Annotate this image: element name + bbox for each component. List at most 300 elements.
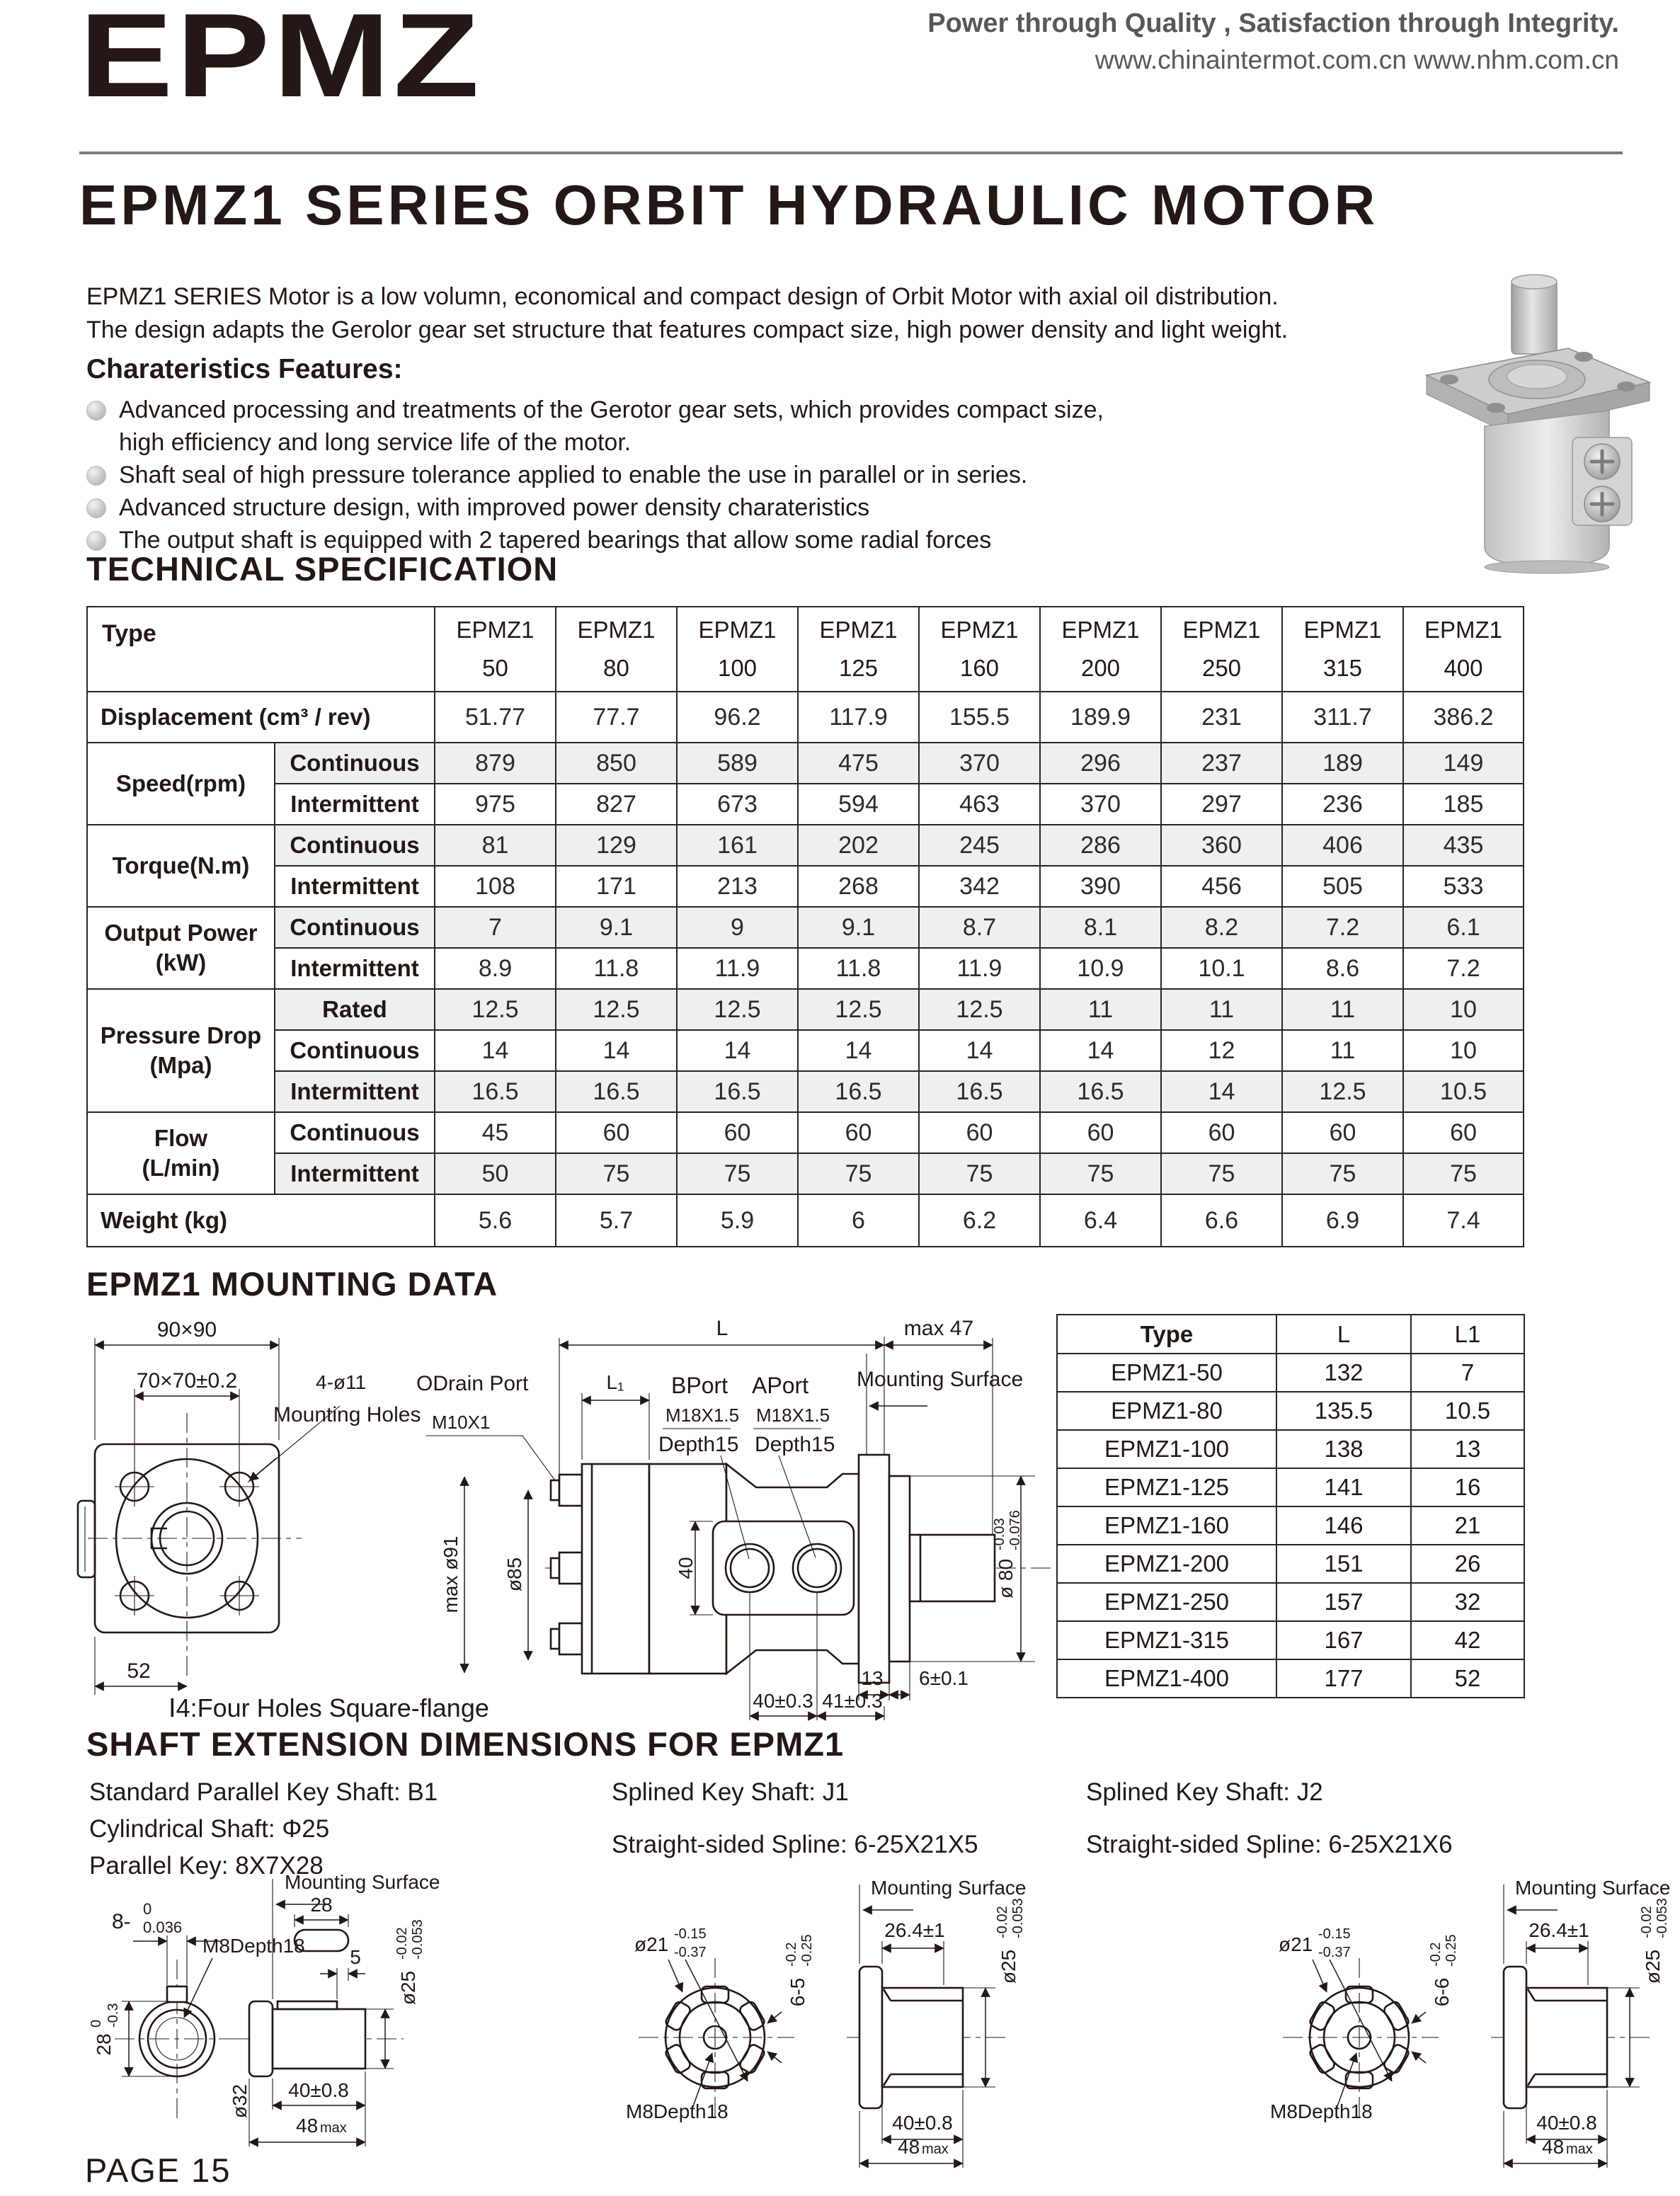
spec-value-cell: 75 <box>1403 1153 1524 1194</box>
dim-40-03: 40±0.3 <box>753 1690 813 1712</box>
spec-value-cell: 9.1 <box>798 907 919 948</box>
mounting-value-cell: 141 <box>1276 1468 1411 1506</box>
dim-L1: L₁ <box>606 1371 624 1393</box>
spec-value-cell: 60 <box>677 1112 798 1153</box>
drain-port-thread: M10X1 <box>432 1412 491 1433</box>
mounting-type-cell: EPMZ1-50 <box>1057 1354 1276 1392</box>
features-heading: Charateristics Features: <box>86 354 403 384</box>
spec-value-cell: 11 <box>1161 989 1282 1030</box>
spec-value-cell: 879 <box>435 743 556 784</box>
spec-sub-label: Intermittent <box>275 866 435 907</box>
spec-value-cell: 10.9 <box>1040 948 1161 989</box>
j1-m8: M8Depth18 <box>626 2100 728 2122</box>
spec-value-cell: 12.5 <box>677 989 798 1030</box>
mounting-value-cell: 52 <box>1411 1659 1524 1698</box>
spec-value-cell: 456 <box>1161 866 1282 907</box>
spec-value-cell: 386.2 <box>1403 692 1524 743</box>
spec-value-cell: 7.2 <box>1282 907 1403 948</box>
spec-value-cell: 51.77 <box>435 692 556 743</box>
spec-value-cell: 75 <box>1282 1153 1403 1194</box>
spec-value-cell: 5.6 <box>435 1194 556 1247</box>
spec-value-cell: 6.4 <box>1040 1194 1161 1247</box>
dia80-tol-bot: -0.076 <box>1007 1510 1023 1550</box>
j1-dia21-tol-bot: -0.37 <box>674 1945 707 1960</box>
mounting-header-L: L <box>1276 1315 1411 1354</box>
spec-value-cell: 6.9 <box>1282 1194 1403 1247</box>
b1-dim-40: 40±0.8 <box>288 2079 349 2101</box>
flange-caption: Ⅰ4:Four Holes Square-flange <box>168 1693 489 1722</box>
mounting-table-row <box>1057 1430 1524 1468</box>
dia80-tol-top: -0.03 <box>992 1518 1007 1550</box>
j2-dia21-tol-bot: -0.37 <box>1318 1945 1351 1960</box>
mounting-value-cell: 157 <box>1276 1583 1411 1621</box>
spec-sub-label: Intermittent <box>275 1153 435 1194</box>
spec-table-row <box>87 784 1524 825</box>
dim-dia80: ø 80 <box>995 1558 1017 1599</box>
spec-value-cell: 16.5 <box>677 1071 798 1112</box>
spec-type-header: Type <box>87 607 435 692</box>
mounting-value-cell: 146 <box>1276 1506 1411 1545</box>
bport-depth: Depth15 <box>658 1433 739 1456</box>
brand-logo: EPMZ <box>79 0 483 122</box>
mounting-table <box>1056 1314 1525 1698</box>
product-photo <box>1405 269 1674 581</box>
spec-table-row <box>87 907 1524 948</box>
mounting-value-cell: 21 <box>1411 1506 1524 1545</box>
b1-dim-48-suffix: max <box>320 2120 347 2136</box>
j1-dim-264: 26.4±1 <box>884 1919 945 1941</box>
mounting-header-L1: L1 <box>1411 1315 1524 1354</box>
spec-value-cell: 827 <box>556 784 677 825</box>
spec-value-cell: 6 <box>798 1194 919 1247</box>
mounting-table-row <box>1057 1392 1524 1430</box>
mounting-table-row <box>1057 1659 1524 1698</box>
spec-value-cell: 673 <box>677 784 798 825</box>
j1-spline-tol-bot: -0.25 <box>799 1934 815 1967</box>
motor-side-drawing <box>545 1310 1055 1723</box>
dim-L: L <box>716 1317 728 1340</box>
b1-dia32: ø32 <box>229 2083 251 2119</box>
mounting-table-row <box>1057 1621 1524 1659</box>
spec-value-cell: 185 <box>1403 784 1524 825</box>
spec-value-cell: 117.9 <box>798 692 919 743</box>
spec-sub-label: Intermittent <box>275 1071 435 1112</box>
mounting-type-cell: EPMZ1-100 <box>1057 1430 1276 1468</box>
spec-value-cell: 237 <box>1161 743 1282 784</box>
mounting-type-cell: EPMZ1-80 <box>1057 1392 1276 1430</box>
mounting-value-cell: 7 <box>1411 1354 1524 1392</box>
dim-40: 40 <box>675 1557 697 1579</box>
spec-value-cell: 189 <box>1282 743 1403 784</box>
shaft-spec-line: Standard Parallel Key Shaft: B1 <box>89 1778 438 1806</box>
j2-group <box>1270 1877 1670 2168</box>
spec-sub-label: Continuous <box>275 825 435 866</box>
b1-dim-48: 48 <box>296 2115 319 2137</box>
page-number: PAGE 15 <box>85 2151 232 2189</box>
spec-value-cell: 14 <box>435 1030 556 1071</box>
spec-value-cell: 9.1 <box>556 907 677 948</box>
mounting-type-cell: EPMZ1-400 <box>1057 1659 1276 1698</box>
spec-value-cell: 60 <box>1040 1112 1161 1153</box>
spec-value-cell: 11 <box>1282 989 1403 1030</box>
spec-value-cell: 8.1 <box>1040 907 1161 948</box>
spec-value-cell: 77.7 <box>556 692 677 743</box>
j2-dia25: ø25 <box>1642 1949 1664 1984</box>
company-tagline: Power through Quality , Satisfaction through Integrity. <box>927 8 1619 38</box>
j2-dia21: ø21 <box>1279 1933 1313 1955</box>
b1-m8-label: M8Depth18 <box>202 1935 305 1957</box>
j2-dim-40: 40±0.8 <box>1536 2112 1597 2134</box>
mounting-type-cell: EPMZ1-160 <box>1057 1506 1276 1545</box>
spec-table-row <box>87 1071 1524 1112</box>
dim-max-dia91: max ø91 <box>440 1536 462 1613</box>
spec-value-cell: 161 <box>677 825 798 866</box>
shaft-spec-line: Straight-sided Spline: 6-25X21X5 <box>612 1831 978 1858</box>
spec-value-cell: 342 <box>919 866 1040 907</box>
spec-value-cell: 5.9 <box>677 1194 798 1247</box>
spec-value-cell: 60 <box>798 1112 919 1153</box>
spec-row-label: Speed(rpm) <box>87 743 275 825</box>
page-title: EPMZ1 SERIES ORBIT HYDRAULIC MOTOR <box>79 173 1379 236</box>
j1-dia25: ø25 <box>998 1949 1019 1984</box>
spec-value-cell: 7 <box>435 907 556 948</box>
j2-dia25-tol-top: -0.02 <box>1639 1906 1655 1938</box>
spec-value-cell: 12.5 <box>798 989 919 1030</box>
spec-value-cell: 10.1 <box>1161 948 1282 989</box>
mounting-value-cell: 42 <box>1411 1621 1524 1659</box>
spec-value-cell: 108 <box>435 866 556 907</box>
spec-value-cell: 14 <box>798 1030 919 1071</box>
mounting-value-cell: 135.5 <box>1276 1392 1411 1430</box>
b1-dim-28h: 28 <box>93 2033 115 2056</box>
spec-value-cell: 311.7 <box>1282 692 1403 743</box>
spec-row-label: Output Power (kW) <box>87 907 275 989</box>
flange-holes-label: Mounting Holes <box>273 1403 421 1426</box>
mounting-value-cell: 138 <box>1276 1430 1411 1468</box>
mounting-type-cell: EPMZ1-315 <box>1057 1621 1276 1659</box>
shaft-spec-line: Cylindrical Shaft: Φ25 <box>89 1815 330 1843</box>
shaft-section-heading: SHAFT EXTENSION DIMENSIONS FOR EPMZ1 <box>86 1725 845 1763</box>
spec-value-cell: 75 <box>1040 1153 1161 1194</box>
spec-value-cell: 14 <box>556 1030 677 1071</box>
feature-text: Advanced processing and treatments of the Gerotor gear sets, which provides compact size, high efficiency and long service life of the motor. <box>119 396 1104 456</box>
bport-label: BPort <box>671 1373 728 1398</box>
dim-max47: max 47 <box>903 1317 974 1340</box>
spec-value-cell: 11.8 <box>556 948 677 989</box>
spec-table-row <box>87 825 1524 866</box>
spec-value-cell: 12.5 <box>1282 1071 1403 1112</box>
mounting-table-row <box>1057 1506 1524 1545</box>
spec-value-cell: 286 <box>1040 825 1161 866</box>
spec-value-cell: 268 <box>798 866 919 907</box>
spec-value-cell: 10 <box>1403 1030 1524 1071</box>
spec-value-cell: 12 <box>1161 1030 1282 1071</box>
spec-table-row <box>87 1153 1524 1194</box>
spec-col-header: EPMZ1 125 <box>798 607 919 692</box>
spec-value-cell: 16.5 <box>919 1071 1040 1112</box>
j2-dim-48: 48 <box>1542 2136 1565 2158</box>
spec-value-cell: 149 <box>1403 743 1524 784</box>
spec-col-header: EPMZ1 80 <box>556 607 677 692</box>
b1-dim-28h-tol-top: 0 <box>88 2019 104 2028</box>
spec-value-cell: 231 <box>1161 692 1282 743</box>
spec-value-cell: 60 <box>1282 1112 1403 1153</box>
mounting-value-cell: 151 <box>1276 1545 1411 1583</box>
spec-row-label: Weight (kg) <box>87 1194 435 1247</box>
mounting-value-cell: 132 <box>1276 1354 1411 1392</box>
spec-table-row <box>87 866 1524 907</box>
spec-table-row <box>87 948 1524 989</box>
aport-label: APort <box>752 1373 809 1398</box>
mounting-table-row <box>1057 1354 1524 1392</box>
j2-dim-264: 26.4±1 <box>1528 1919 1589 1941</box>
bullet-icon <box>86 466 106 486</box>
spec-value-cell: 245 <box>919 825 1040 866</box>
spec-value-cell: 75 <box>556 1153 677 1194</box>
spec-value-cell: 60 <box>919 1112 1040 1153</box>
spec-header-row <box>87 607 1524 692</box>
spec-value-cell: 6.1 <box>1403 907 1524 948</box>
intro-line: EPMZ1 SERIES Motor is a low volumn, economical and compact design of Orbit Motor with axial oil distribution. <box>86 283 1279 310</box>
spec-value-cell: 6.2 <box>919 1194 1040 1247</box>
spec-value-cell: 5.7 <box>556 1194 677 1247</box>
mounting-value-cell: 167 <box>1276 1621 1411 1659</box>
j2-dia21-tol-top: -0.15 <box>1318 1926 1351 1942</box>
spec-value-cell: 11 <box>1282 1030 1403 1071</box>
shaft-spec-column-j1 <box>612 1778 978 1859</box>
shaft-j2-drawing <box>1104 1868 1678 2196</box>
shaft-spec-line: Parallel Key: 8X7X28 <box>89 1852 324 1880</box>
b1-dim-28h-tol-bot: -0.3 <box>105 2003 121 2028</box>
mounting-value-cell: 13 <box>1411 1430 1524 1468</box>
bullet-icon <box>86 401 106 421</box>
header-divider <box>79 151 1623 154</box>
spec-value-cell: 11 <box>1040 989 1161 1030</box>
spec-col-header: EPMZ1 315 <box>1282 607 1403 692</box>
spec-value-cell: 10 <box>1403 989 1524 1030</box>
shaft-spec-line: Splined Key Shaft: J1 <box>612 1778 849 1806</box>
spec-col-header: EPMZ1 200 <box>1040 607 1161 692</box>
spec-value-cell: 60 <box>1403 1112 1524 1153</box>
spec-value-cell: 16.5 <box>1040 1071 1161 1112</box>
spec-value-cell: 12.5 <box>435 989 556 1030</box>
spec-value-cell: 11.9 <box>919 948 1040 989</box>
dim-dia85: ø85 <box>503 1557 525 1592</box>
spec-value-cell: 60 <box>1161 1112 1282 1153</box>
j1-dia21: ø21 <box>634 1933 669 1955</box>
feature-text: Advanced structure design, with improved power density charateristics <box>119 494 870 521</box>
b1-key-width: 8- <box>112 1910 131 1933</box>
spec-col-header: EPMZ1 160 <box>919 607 1040 692</box>
spec-table-row <box>87 692 1524 743</box>
j2-mounting-surface: Mounting Surface <box>1515 1877 1671 1899</box>
j1-spline-tol-top: -0.2 <box>784 1942 799 1967</box>
spec-value-cell: 406 <box>1282 825 1403 866</box>
dim-41-03: 41±0.3 <box>822 1690 883 1712</box>
spec-table-row <box>87 743 1524 784</box>
mounting-table-header <box>1057 1315 1524 1354</box>
spec-value-cell: 370 <box>919 743 1040 784</box>
spec-value-cell: 189.9 <box>1040 692 1161 743</box>
j1-group <box>626 1877 1026 2168</box>
j2-dim-48-suffix: max <box>1566 2141 1593 2157</box>
bullet-icon <box>86 531 106 551</box>
mounting-value-cell: 26 <box>1411 1545 1524 1583</box>
spec-value-cell: 296 <box>1040 743 1161 784</box>
spec-value-cell: 7.4 <box>1403 1194 1524 1247</box>
mounting-value-cell: 10.5 <box>1411 1392 1524 1430</box>
spec-value-cell: 14 <box>1161 1071 1282 1112</box>
spec-value-cell: 202 <box>798 825 919 866</box>
spec-value-cell: 505 <box>1282 866 1403 907</box>
spec-value-cell: 360 <box>1161 825 1282 866</box>
spec-table-row <box>87 1030 1524 1071</box>
spec-value-cell: 155.5 <box>919 692 1040 743</box>
spec-row-label: Torque(N.m) <box>87 825 275 907</box>
j2-dia25-tol-bot: -0.053 <box>1655 1898 1670 1938</box>
spec-value-cell: 11.9 <box>677 948 798 989</box>
spec-value-cell: 75 <box>677 1153 798 1194</box>
spec-value-cell: 6.6 <box>1161 1194 1282 1247</box>
spec-value-cell: 10.5 <box>1403 1071 1524 1112</box>
spec-value-cell: 463 <box>919 784 1040 825</box>
bport-thread: M18X1.5 <box>665 1405 740 1426</box>
mounting-surface-label: Mounting Surface <box>857 1368 1024 1391</box>
shaft-spec-line: Splined Key Shaft: J2 <box>1086 1778 1323 1806</box>
j1-dim-40: 40±0.8 <box>892 2112 953 2134</box>
j2-spline-tol-top: -0.2 <box>1428 1942 1444 1967</box>
spec-value-cell: 16.5 <box>798 1071 919 1112</box>
spec-value-cell: 435 <box>1403 825 1524 866</box>
spec-value-cell: 475 <box>798 743 919 784</box>
spec-value-cell: 14 <box>1040 1030 1161 1071</box>
flange-holes-dim: 4-ø11 <box>316 1371 367 1393</box>
intro-line: The design adapts the Gerolor gear set structure that features compact size, high power density and light weight. <box>86 316 1288 343</box>
spec-value-cell: 12.5 <box>556 989 677 1030</box>
b1-key-width-tol-top: 0 <box>143 1900 152 1918</box>
spec-value-cell: 129 <box>556 825 677 866</box>
spec-sub-label: Continuous <box>275 1030 435 1071</box>
mounting-type-cell: EPMZ1-200 <box>1057 1545 1276 1583</box>
spec-sub-label: Rated <box>275 989 435 1030</box>
spec-sub-label: Intermittent <box>275 784 435 825</box>
b1-dim-5: 5 <box>350 1946 361 1968</box>
mounting-table-row <box>1057 1545 1524 1583</box>
spec-section-heading: TECHNICAL SPECIFICATION <box>86 550 559 588</box>
spec-value-cell: 7.2 <box>1403 948 1524 989</box>
spec-row-label: Displacement (cm³ / rev) <box>87 692 435 743</box>
mounting-section-heading: EPMZ1 MOUNTING DATA <box>86 1265 498 1303</box>
shaft-spec-line: Straight-sided Spline: 6-25X21X6 <box>1086 1831 1453 1858</box>
spec-value-cell: 75 <box>798 1153 919 1194</box>
spec-value-cell: 390 <box>1040 866 1161 907</box>
spec-value-cell: 75 <box>919 1153 1040 1194</box>
feature-item <box>86 394 1104 459</box>
spec-value-cell: 370 <box>1040 784 1161 825</box>
spec-value-cell: 14 <box>677 1030 798 1071</box>
j1-mounting-surface: Mounting Surface <box>871 1877 1027 1899</box>
spec-col-header: EPMZ1 100 <box>677 607 798 692</box>
j2-m8: M8Depth18 <box>1270 2100 1373 2122</box>
spec-value-cell: 12.5 <box>919 989 1040 1030</box>
dim-6: 6±0.1 <box>919 1667 968 1689</box>
spec-value-cell: 850 <box>556 743 677 784</box>
spec-row-label: Pressure Drop (Mpa) <box>87 989 275 1112</box>
spec-row-label: Flow (L/min) <box>87 1112 275 1194</box>
spec-value-cell: 8.9 <box>435 948 556 989</box>
aport-depth: Depth15 <box>755 1433 835 1456</box>
spec-value-cell: 8.6 <box>1282 948 1403 989</box>
mounting-type-cell: EPMZ1-125 <box>1057 1468 1276 1506</box>
b1-dia25: ø25 <box>397 1970 419 2006</box>
spec-value-cell: 14 <box>919 1030 1040 1071</box>
spec-value-cell: 16.5 <box>556 1071 677 1112</box>
company-websites: www.chinaintermot.com.cn www.nhm.com.cn <box>1095 45 1619 74</box>
mounting-table-row <box>1057 1468 1524 1506</box>
j2-spline: 6-6 <box>1431 1977 1453 2007</box>
j1-dim-48-suffix: max <box>922 2141 949 2157</box>
mounting-value-cell: 32 <box>1411 1583 1524 1621</box>
spec-sub-label: Intermittent <box>275 948 435 989</box>
spec-value-cell: 9 <box>677 907 798 948</box>
spec-sub-label: Continuous <box>275 743 435 784</box>
spec-value-cell: 60 <box>556 1112 677 1153</box>
spec-value-cell: 16.5 <box>435 1071 556 1112</box>
spec-value-cell: 81 <box>435 825 556 866</box>
flange-dim-outer: 90×90 <box>156 1318 217 1342</box>
spec-table-row <box>87 1194 1524 1247</box>
mounting-value-cell: 177 <box>1276 1659 1411 1698</box>
mounting-header-type: Type <box>1057 1315 1276 1354</box>
flange-drawing <box>64 1310 573 1723</box>
spec-col-header: EPMZ1 400 <box>1403 607 1524 692</box>
mounting-table-row <box>1057 1583 1524 1621</box>
j2-spline-tol-bot: -0.25 <box>1444 1934 1459 1967</box>
spec-value-cell: 297 <box>1161 784 1282 825</box>
aport-thread: M18X1.5 <box>756 1405 830 1426</box>
intro-paragraph <box>86 280 1288 347</box>
spec-col-header: EPMZ1 50 <box>435 607 556 692</box>
spec-col-header: EPMZ1 250 <box>1161 607 1282 692</box>
spec-value-cell: 75 <box>1161 1153 1282 1194</box>
shaft-spec-column-j2 <box>1086 1778 1453 1859</box>
b1-dia25-tol-top: -0.02 <box>394 1927 410 1960</box>
flange-dim-inner: 70×70±0.2 <box>136 1369 238 1392</box>
spec-value-cell: 8.7 <box>919 907 1040 948</box>
spec-value-cell: 96.2 <box>677 692 798 743</box>
spec-value-cell: 171 <box>556 866 677 907</box>
b1-mounting-surface: Mounting Surface <box>285 1871 440 1893</box>
j1-dia21-tol-top: -0.15 <box>674 1926 707 1942</box>
mounting-type-cell: EPMZ1-250 <box>1057 1583 1276 1621</box>
j1-dim-48: 48 <box>898 2136 920 2158</box>
spec-value-cell: 8.2 <box>1161 907 1282 948</box>
spec-table-row <box>87 1112 1524 1153</box>
spec-value-cell: 50 <box>435 1153 556 1194</box>
spec-value-cell: 236 <box>1282 784 1403 825</box>
spec-sub-label: Continuous <box>275 1112 435 1153</box>
features-list <box>86 394 1104 556</box>
j1-dia25-tol-top: -0.02 <box>995 1906 1010 1938</box>
spec-table <box>86 606 1524 1247</box>
j1-spline: 6-5 <box>787 1977 808 2007</box>
bullet-icon <box>86 498 106 518</box>
spec-table-row <box>87 989 1524 1030</box>
shaft-j1-drawing <box>609 1868 1104 2196</box>
spec-value-cell: 589 <box>677 743 798 784</box>
j1-dia25-tol-bot: -0.053 <box>1010 1898 1026 1938</box>
spec-value-cell: 11.8 <box>798 948 919 989</box>
